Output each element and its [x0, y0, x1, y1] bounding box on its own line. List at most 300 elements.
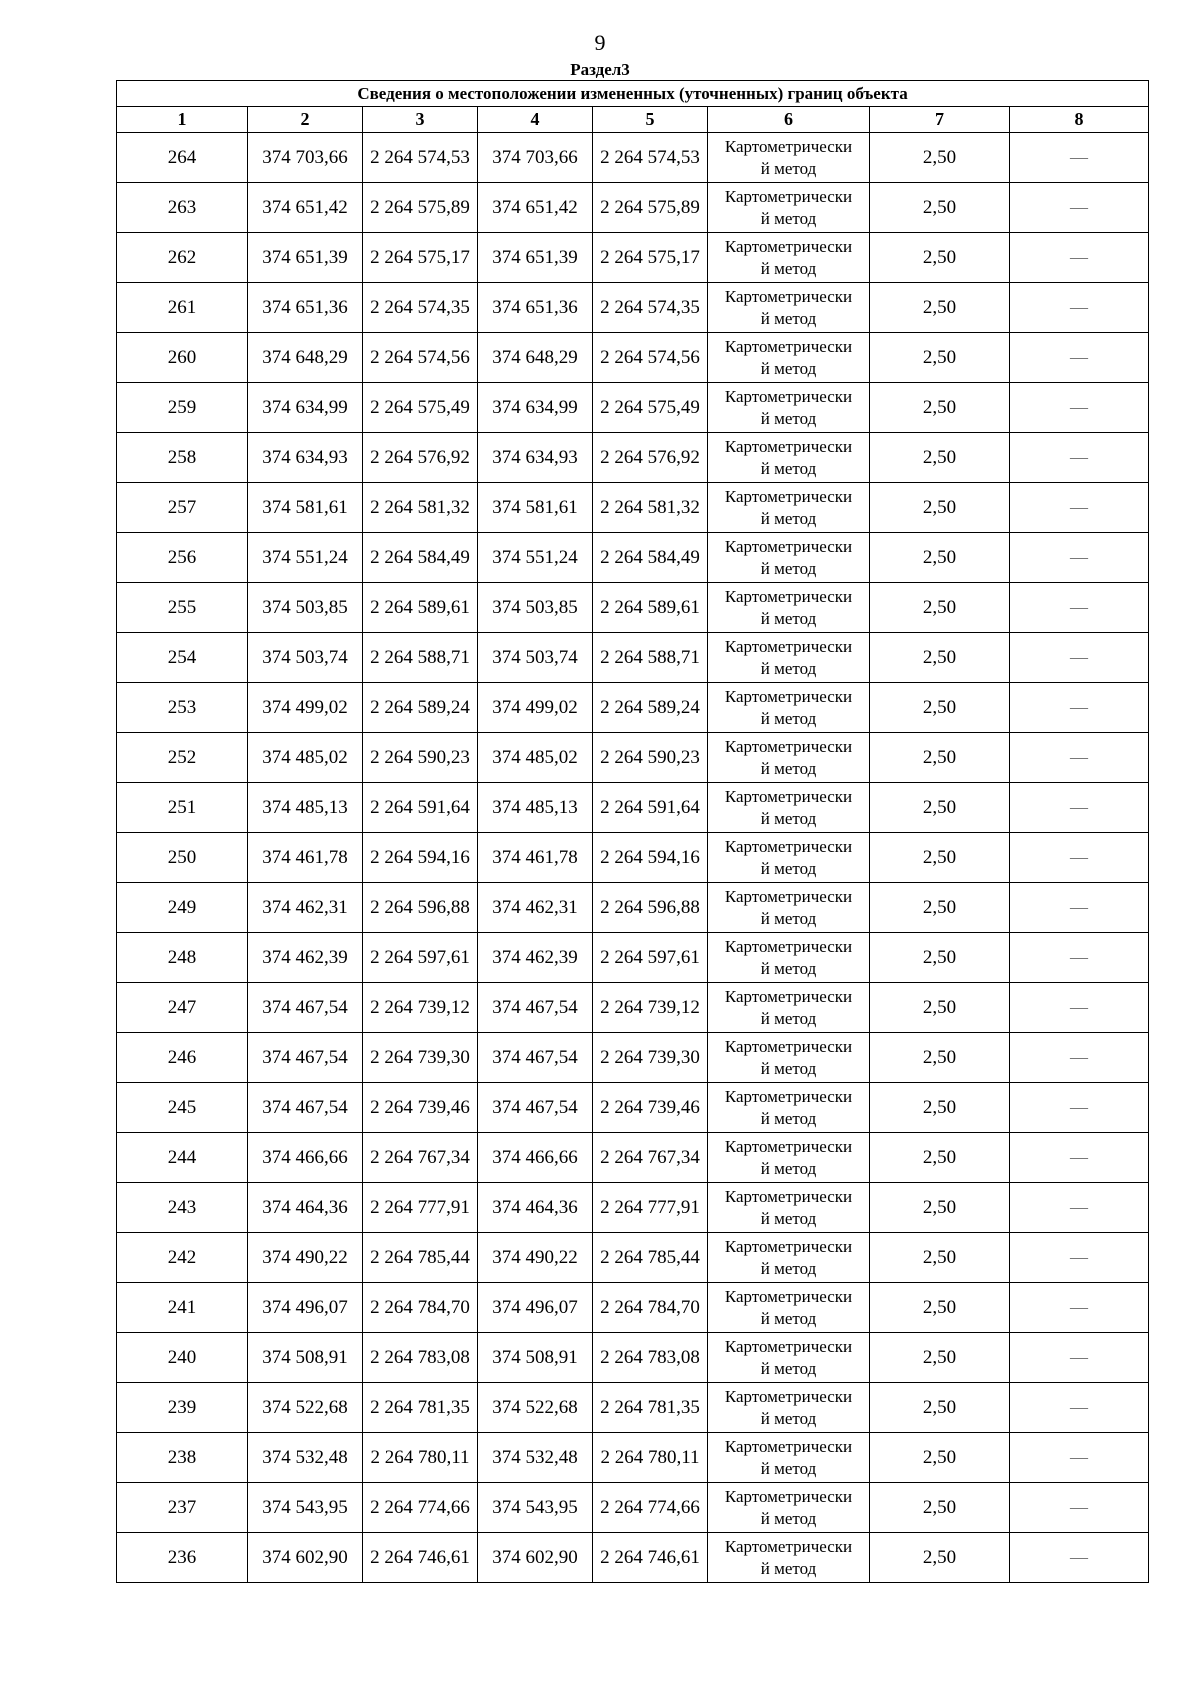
- description-cell: —: [1010, 433, 1149, 483]
- method-line2: й метод: [760, 1558, 817, 1578]
- point-number-cell: 238: [117, 1433, 248, 1483]
- method-line2: й метод: [760, 1008, 817, 1028]
- y-existing-cell: 2 264 767,34: [363, 1133, 478, 1183]
- method-line2: й метод: [760, 608, 817, 628]
- method-cell: [708, 683, 870, 733]
- method-line1: Картометрически: [724, 436, 853, 456]
- point-number-cell: 260: [117, 333, 248, 383]
- method-line1: Картометрически: [724, 1086, 853, 1106]
- x-new-cell: 374 532,48: [478, 1433, 593, 1483]
- method-line2: й метод: [760, 508, 817, 528]
- table-row: [117, 933, 1149, 983]
- y-new-cell: 2 264 781,35: [593, 1383, 708, 1433]
- x-existing-cell: 374 581,61: [248, 483, 363, 533]
- description-cell: —: [1010, 1533, 1149, 1583]
- column-number: 7: [870, 107, 1010, 133]
- y-new-cell: 2 264 588,71: [593, 633, 708, 683]
- point-number-cell: 243: [117, 1183, 248, 1233]
- y-existing-cell: 2 264 574,56: [363, 333, 478, 383]
- table-row: [117, 433, 1149, 483]
- method-line2: й метод: [760, 558, 817, 578]
- method-cell: [708, 1133, 870, 1183]
- x-new-cell: 374 551,24: [478, 533, 593, 583]
- table-row: [117, 1283, 1149, 1333]
- accuracy-cell: 2,50: [870, 833, 1010, 883]
- accuracy-cell: 2,50: [870, 1183, 1010, 1233]
- table-row: [117, 733, 1149, 783]
- table-row: [117, 1033, 1149, 1083]
- section-title: Раздел3: [570, 60, 630, 79]
- y-new-cell: 2 264 575,49: [593, 383, 708, 433]
- method-cell: [708, 283, 870, 333]
- method-line2: й метод: [760, 1308, 817, 1328]
- method-line1: Картометрически: [724, 686, 853, 706]
- method-cell: [708, 933, 870, 983]
- method-cell: [708, 833, 870, 883]
- method-cell: [708, 1233, 870, 1283]
- method-cell: [708, 533, 870, 583]
- y-new-cell: 2 264 574,35: [593, 283, 708, 333]
- method-line1: Картометрически: [724, 1236, 853, 1256]
- description-cell: —: [1010, 783, 1149, 833]
- x-existing-cell: 374 467,54: [248, 1083, 363, 1133]
- x-new-cell: 374 485,02: [478, 733, 593, 783]
- method-cell: [708, 233, 870, 283]
- description-cell: —: [1010, 1083, 1149, 1133]
- method-line1: Картометрически: [724, 636, 853, 656]
- method-cell: [708, 1183, 870, 1233]
- table-row: [117, 333, 1149, 383]
- description-cell: —: [1010, 233, 1149, 283]
- x-existing-cell: 374 551,24: [248, 533, 363, 583]
- table-row: [117, 683, 1149, 733]
- x-existing-cell: 374 499,02: [248, 683, 363, 733]
- point-number-cell: 249: [117, 883, 248, 933]
- y-new-cell: 2 264 575,17: [593, 233, 708, 283]
- accuracy-cell: 2,50: [870, 683, 1010, 733]
- method-line1: Картометрически: [724, 536, 853, 556]
- method-cell: [708, 183, 870, 233]
- method-line1: Картометрически: [724, 1136, 853, 1156]
- x-new-cell: 374 467,54: [478, 1033, 593, 1083]
- description-cell: —: [1010, 383, 1149, 433]
- table-caption: Сведения о местоположении измененных (уточненных) границ объекта: [117, 81, 1149, 107]
- x-existing-cell: 374 522,68: [248, 1383, 363, 1433]
- point-number-cell: 239: [117, 1383, 248, 1433]
- table-row: [117, 183, 1149, 233]
- y-new-cell: 2 264 785,44: [593, 1233, 708, 1283]
- y-existing-cell: 2 264 739,46: [363, 1083, 478, 1133]
- description-cell: —: [1010, 983, 1149, 1033]
- accuracy-cell: 2,50: [870, 1433, 1010, 1483]
- table-row: [117, 983, 1149, 1033]
- y-existing-cell: 2 264 785,44: [363, 1233, 478, 1283]
- y-existing-cell: 2 264 780,11: [363, 1433, 478, 1483]
- accuracy-cell: 2,50: [870, 733, 1010, 783]
- method-cell: [708, 1383, 870, 1433]
- y-new-cell: 2 264 596,88: [593, 883, 708, 933]
- method-line2: й метод: [760, 458, 817, 478]
- x-existing-cell: 374 496,07: [248, 1283, 363, 1333]
- column-number: 2: [248, 107, 363, 133]
- method-line2: й метод: [760, 808, 817, 828]
- method-cell: [708, 983, 870, 1033]
- x-existing-cell: 374 462,39: [248, 933, 363, 983]
- x-new-cell: 374 508,91: [478, 1333, 593, 1383]
- description-cell: —: [1010, 733, 1149, 783]
- x-new-cell: 374 499,02: [478, 683, 593, 733]
- y-existing-cell: 2 264 596,88: [363, 883, 478, 933]
- accuracy-cell: 2,50: [870, 1133, 1010, 1183]
- table-row: [117, 1333, 1149, 1383]
- y-new-cell: 2 264 575,89: [593, 183, 708, 233]
- description-cell: —: [1010, 533, 1149, 583]
- y-existing-cell: 2 264 589,61: [363, 583, 478, 633]
- x-existing-cell: 374 602,90: [248, 1533, 363, 1583]
- point-number-cell: 245: [117, 1083, 248, 1133]
- accuracy-cell: 2,50: [870, 183, 1010, 233]
- y-existing-cell: 2 264 781,35: [363, 1383, 478, 1433]
- y-new-cell: 2 264 584,49: [593, 533, 708, 583]
- accuracy-cell: 2,50: [870, 1333, 1010, 1383]
- x-new-cell: 374 543,95: [478, 1483, 593, 1533]
- point-number-cell: 236: [117, 1533, 248, 1583]
- x-new-cell: 374 496,07: [478, 1283, 593, 1333]
- method-line2: й метод: [760, 1208, 817, 1228]
- description-cell: —: [1010, 1183, 1149, 1233]
- table-row: [117, 1433, 1149, 1483]
- y-existing-cell: 2 264 581,32: [363, 483, 478, 533]
- y-new-cell: 2 264 591,64: [593, 783, 708, 833]
- x-existing-cell: 374 508,91: [248, 1333, 363, 1383]
- accuracy-cell: 2,50: [870, 133, 1010, 183]
- point-number-cell: 251: [117, 783, 248, 833]
- point-number-cell: 256: [117, 533, 248, 583]
- description-cell: —: [1010, 1133, 1149, 1183]
- method-line2: й метод: [760, 958, 817, 978]
- method-line1: Картометрически: [724, 1186, 853, 1206]
- x-existing-cell: 374 464,36: [248, 1183, 363, 1233]
- method-line1: Картометрически: [724, 886, 853, 906]
- method-line1: Картометрически: [724, 986, 853, 1006]
- point-number-cell: 246: [117, 1033, 248, 1083]
- y-existing-cell: 2 264 746,61: [363, 1533, 478, 1583]
- table-row: [117, 133, 1149, 183]
- method-cell: [708, 433, 870, 483]
- description-cell: —: [1010, 1033, 1149, 1083]
- y-new-cell: 2 264 576,92: [593, 433, 708, 483]
- method-cell: [708, 1033, 870, 1083]
- point-number-cell: 237: [117, 1483, 248, 1533]
- column-number: 3: [363, 107, 478, 133]
- method-line2: й метод: [760, 658, 817, 678]
- x-new-cell: 374 467,54: [478, 983, 593, 1033]
- page-number: 9: [594, 30, 606, 55]
- method-line1: Картометрически: [724, 1386, 853, 1406]
- accuracy-cell: 2,50: [870, 533, 1010, 583]
- y-new-cell: 2 264 777,91: [593, 1183, 708, 1233]
- x-new-cell: 374 462,39: [478, 933, 593, 983]
- x-existing-cell: 374 503,85: [248, 583, 363, 633]
- method-line2: й метод: [760, 908, 817, 928]
- x-existing-cell: 374 648,29: [248, 333, 363, 383]
- y-existing-cell: 2 264 575,49: [363, 383, 478, 433]
- x-new-cell: 374 648,29: [478, 333, 593, 383]
- accuracy-cell: 2,50: [870, 1033, 1010, 1083]
- column-number: 6: [708, 107, 870, 133]
- point-number-cell: 262: [117, 233, 248, 283]
- method-line2: й метод: [760, 1108, 817, 1128]
- method-cell: [708, 783, 870, 833]
- method-line1: Картометрически: [724, 286, 853, 306]
- description-cell: —: [1010, 633, 1149, 683]
- method-line1: Картометрически: [724, 1286, 853, 1306]
- method-line2: й метод: [760, 208, 817, 228]
- table-row: [117, 283, 1149, 333]
- point-number-cell: 264: [117, 133, 248, 183]
- method-line2: й метод: [760, 358, 817, 378]
- method-line2: й метод: [760, 758, 817, 778]
- method-line1: Картометрически: [724, 836, 853, 856]
- x-existing-cell: 374 467,54: [248, 983, 363, 1033]
- x-existing-cell: 374 703,66: [248, 133, 363, 183]
- method-line1: Картометрически: [724, 1336, 853, 1356]
- y-new-cell: 2 264 581,32: [593, 483, 708, 533]
- method-line1: Картометрически: [724, 1436, 853, 1456]
- point-number-cell: 240: [117, 1333, 248, 1383]
- y-new-cell: 2 264 739,12: [593, 983, 708, 1033]
- x-existing-cell: 374 543,95: [248, 1483, 363, 1533]
- method-cell: [708, 1333, 870, 1383]
- table-row: [117, 583, 1149, 633]
- table-row: [117, 1133, 1149, 1183]
- y-existing-cell: 2 264 590,23: [363, 733, 478, 783]
- method-line2: й метод: [760, 158, 817, 178]
- x-existing-cell: 374 466,66: [248, 1133, 363, 1183]
- column-number: 4: [478, 107, 593, 133]
- table-row: [117, 483, 1149, 533]
- x-existing-cell: 374 532,48: [248, 1433, 363, 1483]
- table-row: [117, 233, 1149, 283]
- table-row: [117, 833, 1149, 883]
- description-cell: —: [1010, 333, 1149, 383]
- x-existing-cell: 374 651,39: [248, 233, 363, 283]
- x-new-cell: 374 464,36: [478, 1183, 593, 1233]
- y-new-cell: 2 264 590,23: [593, 733, 708, 783]
- method-line2: й метод: [760, 1508, 817, 1528]
- accuracy-cell: 2,50: [870, 983, 1010, 1033]
- description-cell: —: [1010, 183, 1149, 233]
- method-line2: й метод: [760, 1458, 817, 1478]
- accuracy-cell: 2,50: [870, 383, 1010, 433]
- description-cell: —: [1010, 1333, 1149, 1383]
- x-existing-cell: 374 634,99: [248, 383, 363, 433]
- point-number-cell: 250: [117, 833, 248, 883]
- method-line1: Картометрически: [724, 1036, 853, 1056]
- x-new-cell: 374 581,61: [478, 483, 593, 533]
- point-number-cell: 255: [117, 583, 248, 633]
- accuracy-cell: 2,50: [870, 1083, 1010, 1133]
- x-new-cell: 374 490,22: [478, 1233, 593, 1283]
- description-cell: —: [1010, 833, 1149, 883]
- table-row: [117, 1383, 1149, 1433]
- point-number-cell: 254: [117, 633, 248, 683]
- x-new-cell: 374 503,74: [478, 633, 593, 683]
- accuracy-cell: 2,50: [870, 1533, 1010, 1583]
- y-new-cell: 2 264 589,24: [593, 683, 708, 733]
- x-new-cell: 374 467,54: [478, 1083, 593, 1133]
- x-new-cell: 374 651,39: [478, 233, 593, 283]
- description-cell: —: [1010, 883, 1149, 933]
- method-line1: Картометрически: [724, 486, 853, 506]
- point-number-cell: 252: [117, 733, 248, 783]
- method-line2: й метод: [760, 1058, 817, 1078]
- accuracy-cell: 2,50: [870, 1383, 1010, 1433]
- x-new-cell: 374 602,90: [478, 1533, 593, 1583]
- method-cell: [708, 883, 870, 933]
- method-line2: й метод: [760, 1408, 817, 1428]
- method-line2: й метод: [760, 408, 817, 428]
- method-line1: Картометрически: [724, 936, 853, 956]
- column-number: 1: [117, 107, 248, 133]
- accuracy-cell: 2,50: [870, 883, 1010, 933]
- method-cell: [708, 1433, 870, 1483]
- point-number-cell: 244: [117, 1133, 248, 1183]
- x-existing-cell: 374 485,02: [248, 733, 363, 783]
- y-new-cell: 2 264 594,16: [593, 833, 708, 883]
- x-new-cell: 374 485,13: [478, 783, 593, 833]
- table-row: [117, 783, 1149, 833]
- description-cell: —: [1010, 283, 1149, 333]
- description-cell: —: [1010, 583, 1149, 633]
- method-cell: [708, 1533, 870, 1583]
- description-cell: —: [1010, 483, 1149, 533]
- point-number-cell: 242: [117, 1233, 248, 1283]
- y-existing-cell: 2 264 783,08: [363, 1333, 478, 1383]
- boundary-coordinates-table: [116, 80, 1149, 1583]
- accuracy-cell: 2,50: [870, 633, 1010, 683]
- method-line1: Картометрически: [724, 586, 853, 606]
- table-row: [117, 1083, 1149, 1133]
- description-cell: —: [1010, 1233, 1149, 1283]
- point-number-cell: 259: [117, 383, 248, 433]
- point-number-cell: 247: [117, 983, 248, 1033]
- y-existing-cell: 2 264 594,16: [363, 833, 478, 883]
- y-new-cell: 2 264 784,70: [593, 1283, 708, 1333]
- x-existing-cell: 374 462,31: [248, 883, 363, 933]
- method-line2: й метод: [760, 258, 817, 278]
- y-existing-cell: 2 264 591,64: [363, 783, 478, 833]
- y-existing-cell: 2 264 588,71: [363, 633, 478, 683]
- accuracy-cell: 2,50: [870, 233, 1010, 283]
- y-existing-cell: 2 264 777,91: [363, 1183, 478, 1233]
- x-existing-cell: 374 485,13: [248, 783, 363, 833]
- y-existing-cell: 2 264 589,24: [363, 683, 478, 733]
- x-new-cell: 374 634,93: [478, 433, 593, 483]
- method-cell: [708, 483, 870, 533]
- description-cell: —: [1010, 683, 1149, 733]
- method-line2: й метод: [760, 1158, 817, 1178]
- y-new-cell: 2 264 574,56: [593, 333, 708, 383]
- point-number-cell: 261: [117, 283, 248, 333]
- x-existing-cell: 374 461,78: [248, 833, 363, 883]
- table-row: [117, 1533, 1149, 1583]
- point-number-cell: 241: [117, 1283, 248, 1333]
- column-number-row: [117, 107, 1149, 133]
- method-line1: Картометрически: [724, 1486, 853, 1506]
- y-existing-cell: 2 264 739,12: [363, 983, 478, 1033]
- accuracy-cell: 2,50: [870, 333, 1010, 383]
- table-row: [117, 1183, 1149, 1233]
- description-cell: —: [1010, 933, 1149, 983]
- method-line1: Картометрически: [724, 1536, 853, 1556]
- accuracy-cell: 2,50: [870, 1283, 1010, 1333]
- x-existing-cell: 374 651,42: [248, 183, 363, 233]
- x-new-cell: 374 461,78: [478, 833, 593, 883]
- method-cell: [708, 733, 870, 783]
- y-existing-cell: 2 264 739,30: [363, 1033, 478, 1083]
- point-number-cell: 257: [117, 483, 248, 533]
- x-new-cell: 374 522,68: [478, 1383, 593, 1433]
- y-new-cell: 2 264 746,61: [593, 1533, 708, 1583]
- y-existing-cell: 2 264 576,92: [363, 433, 478, 483]
- method-line1: Картометрически: [724, 236, 853, 256]
- y-new-cell: 2 264 783,08: [593, 1333, 708, 1383]
- x-new-cell: 374 651,36: [478, 283, 593, 333]
- accuracy-cell: 2,50: [870, 1233, 1010, 1283]
- method-cell: [708, 1083, 870, 1133]
- method-cell: [708, 133, 870, 183]
- method-line2: й метод: [760, 308, 817, 328]
- y-existing-cell: 2 264 584,49: [363, 533, 478, 583]
- y-existing-cell: 2 264 574,53: [363, 133, 478, 183]
- method-cell: [708, 583, 870, 633]
- method-line1: Картометрически: [724, 336, 853, 356]
- method-line2: й метод: [760, 708, 817, 728]
- x-existing-cell: 374 503,74: [248, 633, 363, 683]
- y-new-cell: 2 264 589,61: [593, 583, 708, 633]
- table-row: [117, 883, 1149, 933]
- description-cell: —: [1010, 133, 1149, 183]
- y-existing-cell: 2 264 774,66: [363, 1483, 478, 1533]
- y-new-cell: 2 264 739,30: [593, 1033, 708, 1083]
- table-row: [117, 383, 1149, 433]
- column-number: 8: [1010, 107, 1149, 133]
- accuracy-cell: 2,50: [870, 483, 1010, 533]
- accuracy-cell: 2,50: [870, 933, 1010, 983]
- accuracy-cell: 2,50: [870, 433, 1010, 483]
- y-existing-cell: 2 264 575,17: [363, 233, 478, 283]
- table-row: [117, 633, 1149, 683]
- accuracy-cell: 2,50: [870, 783, 1010, 833]
- y-new-cell: 2 264 774,66: [593, 1483, 708, 1533]
- point-number-cell: 253: [117, 683, 248, 733]
- point-number-cell: 248: [117, 933, 248, 983]
- x-new-cell: 374 651,42: [478, 183, 593, 233]
- method-cell: [708, 633, 870, 683]
- x-existing-cell: 374 634,93: [248, 433, 363, 483]
- method-cell: [708, 333, 870, 383]
- y-new-cell: 2 264 597,61: [593, 933, 708, 983]
- method-line2: й метод: [760, 1358, 817, 1378]
- description-cell: —: [1010, 1483, 1149, 1533]
- y-new-cell: 2 264 574,53: [593, 133, 708, 183]
- x-new-cell: 374 466,66: [478, 1133, 593, 1183]
- x-new-cell: 374 503,85: [478, 583, 593, 633]
- method-line1: Картометрически: [724, 736, 853, 756]
- y-existing-cell: 2 264 575,89: [363, 183, 478, 233]
- method-line2: й метод: [760, 858, 817, 878]
